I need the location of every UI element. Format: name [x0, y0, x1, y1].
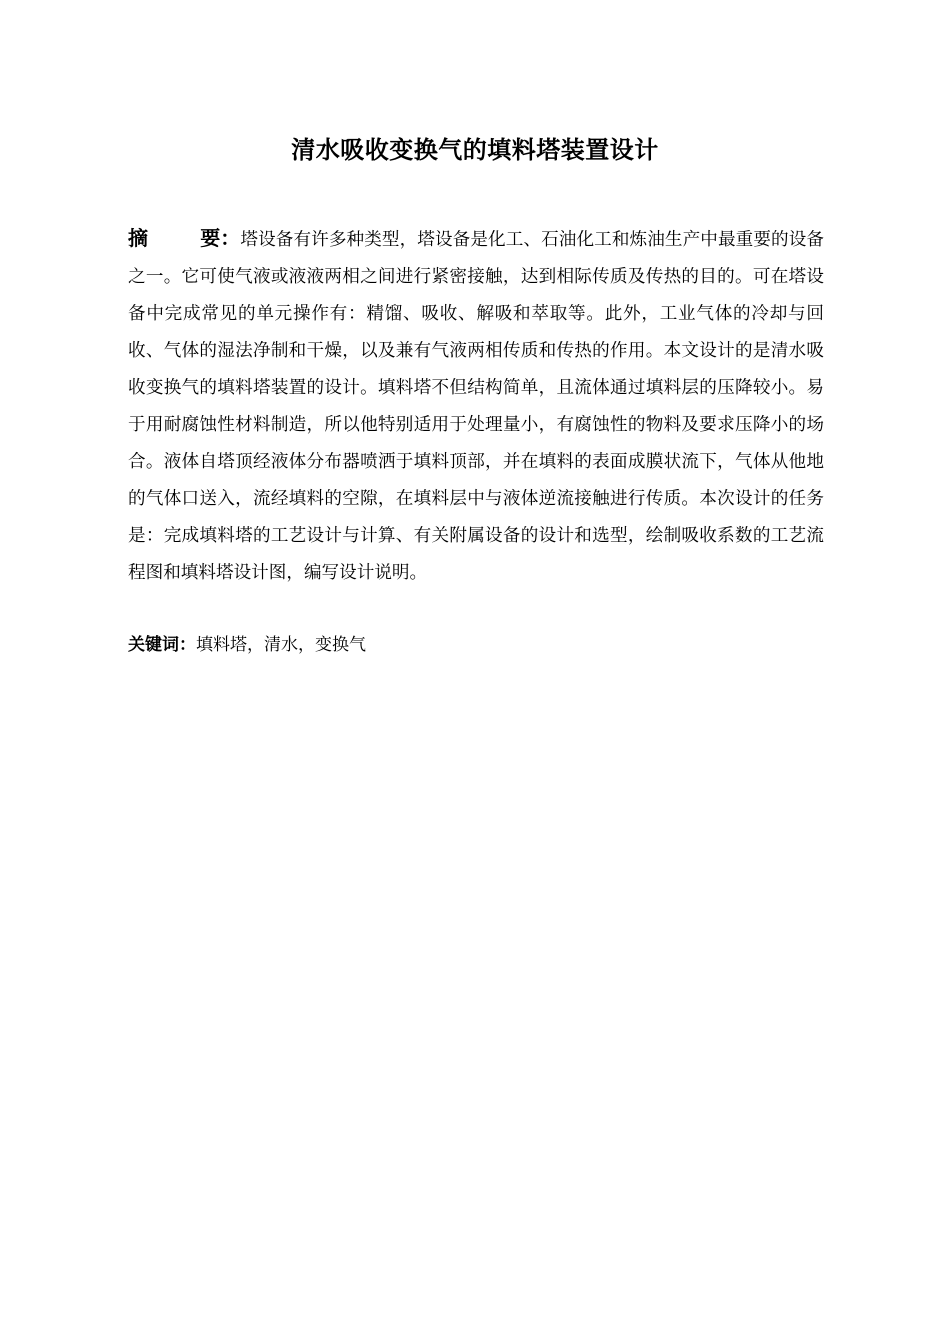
abstract-label	[128, 226, 240, 250]
keywords-label: 关键词：	[128, 635, 196, 655]
abstract-label-second: 要：	[200, 226, 241, 250]
keywords-line	[128, 627, 824, 663]
abstract-label-first: 摘	[128, 226, 149, 250]
keywords-text: 填料塔，清水，变换气	[196, 635, 366, 655]
abstract-paragraph	[128, 220, 824, 592]
document-title: 清水吸收变换气的填料塔装置设计	[291, 136, 659, 164]
abstract-text: 塔设备有许多种类型，塔设备是化工、石油化工和炼油生产中最重要的设备之一。它可使气液或液液两相之间进行紧密接触，达到相际传质及传热的目的。可在塔设备中完成常见的单元操作有：精馏、吸收、解吸和萃取等。此外，工业气体的冷却与回收、气体的湿法净制和干燥，以及兼有气液两相传质和传热的作用。本文设计的是清水吸收变换气的填料塔装置的设计。填料塔不但结构简单，且流体通过填料层的压降较小。易于用耐腐蚀性材料制造，所以他特别适用于处理量小，有腐蚀性的物料及要求压降小的场合。液体自塔顶经液体分布器喷洒于填料顶部，并在填料的表面成膜状流下，气体从他地的气体口送入，流经填料的空隙，在填料层中与液体逆流接触进行传质。本次设计的任务是：完成填料塔的工艺设计与计算、有关附属设备的设计和选型，绘制吸收系数的工艺流程图和填料塔设计图，编写设计说明。	[128, 230, 825, 583]
